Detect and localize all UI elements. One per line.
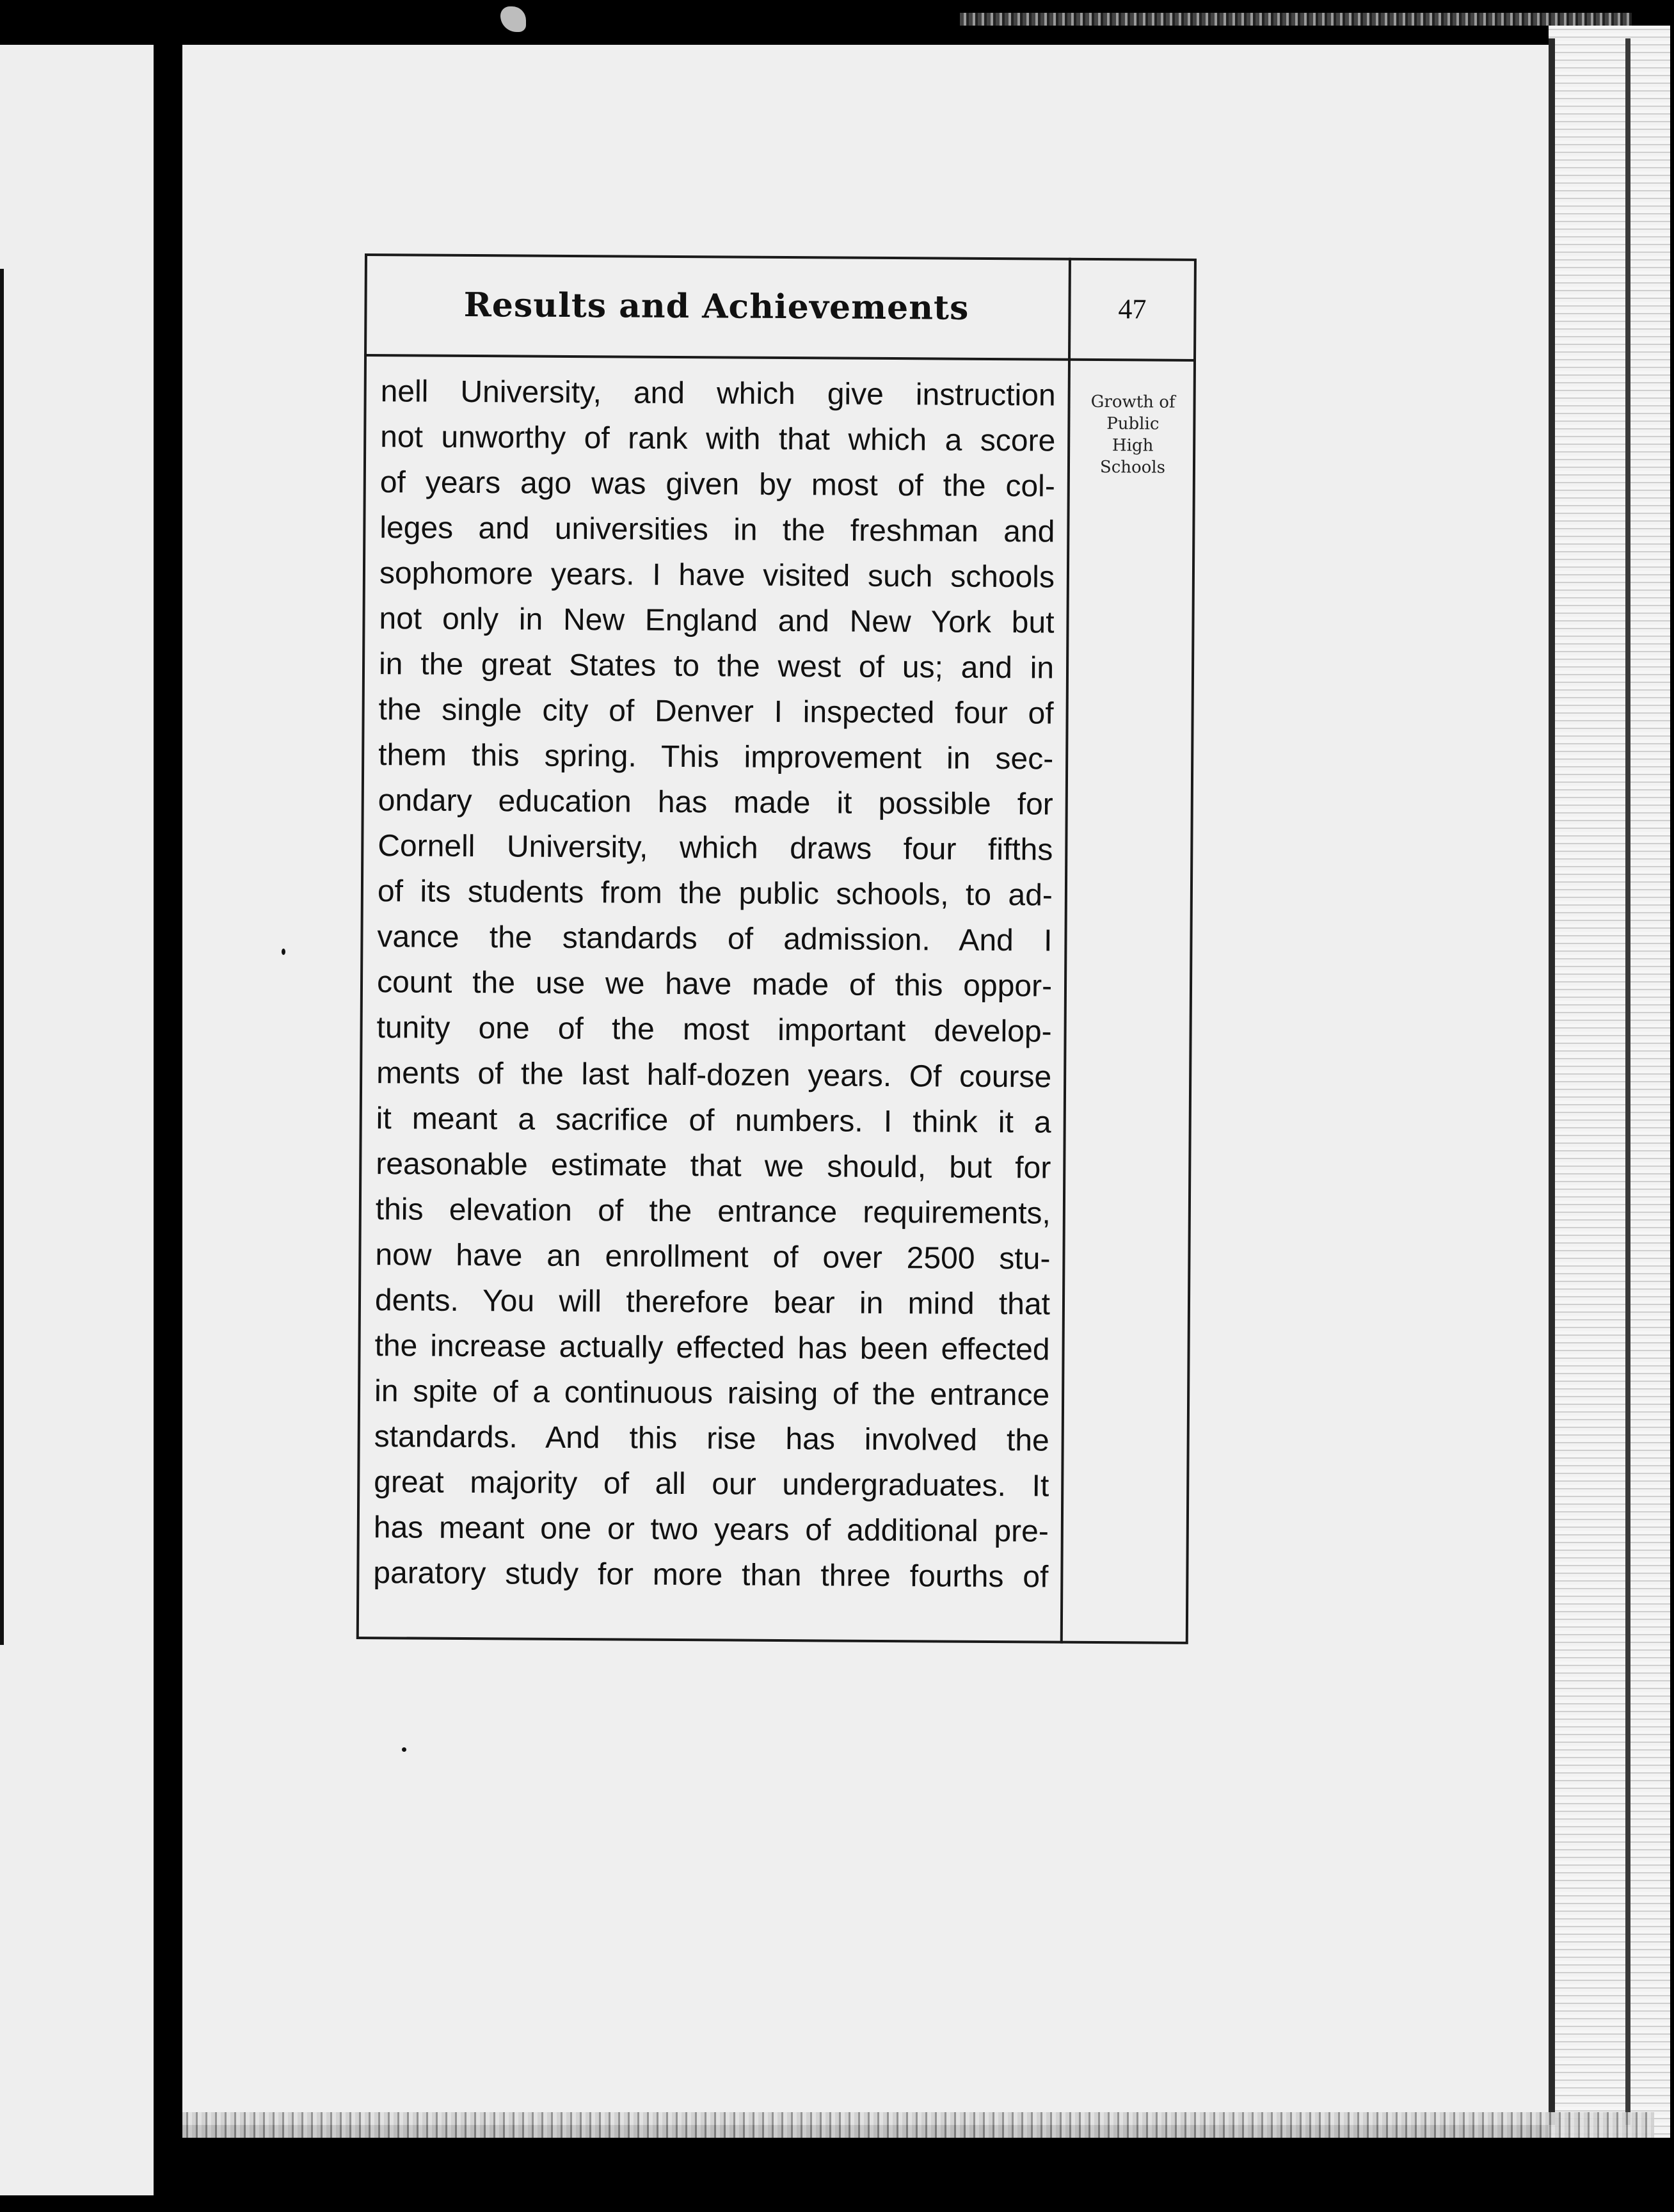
text-line: tunity one of the most important develop- — [376, 1011, 1052, 1049]
text-line: nell University, and which give instruction — [380, 374, 1056, 413]
text-frame — [356, 253, 1197, 1644]
left-page-rule — [0, 269, 4, 1645]
page-fore-edge — [1549, 26, 1670, 2138]
text-line: in spite of a continuous raising of the entrance — [374, 1374, 1050, 1413]
scan-blemish — [500, 6, 526, 32]
text-line: in the great States to the west of us; and in — [378, 647, 1055, 685]
text-line: ondary education has made it possible for — [378, 783, 1053, 822]
text-line: not only in New England and New York but — [379, 602, 1055, 640]
text-line: has meant one or two years of additional pre- — [373, 1511, 1049, 1549]
text-line: sophomore years. I have visited such schools — [379, 556, 1055, 595]
fore-edge-line — [1549, 38, 1555, 2125]
page-number: 47 — [1118, 293, 1147, 325]
text-line: it meant a sacrifice of numbers. I think it a — [376, 1102, 1051, 1140]
text-line: great majority of all our undergraduates. It — [374, 1465, 1049, 1503]
text-line: the single city of Denver I inspected four of — [378, 693, 1054, 731]
left-page-edge — [0, 45, 154, 2195]
text-line: of years ago was given by most of the col- — [379, 465, 1055, 504]
text-line: the increase actually effected has been effected — [374, 1329, 1050, 1367]
text-line: not unworthy of rank with that which a score — [380, 420, 1056, 458]
text-line: now have an enrollment of over 2500 stu- — [375, 1238, 1051, 1276]
text-line: ments of the last half-dozen years. Of course — [376, 1056, 1052, 1094]
margin-note-line: Growth of — [1090, 392, 1176, 412]
margin-note-line: Public — [1106, 414, 1160, 434]
margin-note — [1070, 391, 1196, 479]
text-line: vance the standards of admission. And I — [377, 920, 1053, 958]
text-line: paratory study for more than three fourths of — [373, 1556, 1049, 1594]
text-line: reasonable estimate that we should, but for — [376, 1147, 1051, 1185]
body-text — [373, 369, 1056, 1599]
text-line: count the use we have made of this oppor- — [376, 965, 1053, 1004]
text-line: dents. You will therefore bear in mind that — [374, 1283, 1051, 1322]
page-bottom-edge — [182, 2112, 1654, 2138]
text-line: this elevation of the entrance requirements, — [375, 1192, 1051, 1231]
margin-note-line: Schools — [1099, 458, 1166, 477]
book-gutter — [154, 0, 182, 2212]
text-line: leges and universities in the freshman and — [379, 511, 1055, 549]
text-line: them this spring. This improvement in sec- — [378, 738, 1054, 776]
running-head: Results and Achievements — [463, 285, 969, 328]
margin-note-line: High — [1112, 436, 1154, 456]
fore-edge-line-outer — [1625, 38, 1630, 2125]
text-line: standards. And this rise has involved the — [374, 1420, 1049, 1458]
text-line: Cornell University, which draws four fifths — [378, 829, 1053, 867]
scan-speck — [402, 1747, 406, 1752]
page-top-edge — [960, 13, 1632, 26]
text-line: of its students from the public schools, to ad- — [377, 874, 1053, 913]
scan-speck — [282, 949, 285, 955]
